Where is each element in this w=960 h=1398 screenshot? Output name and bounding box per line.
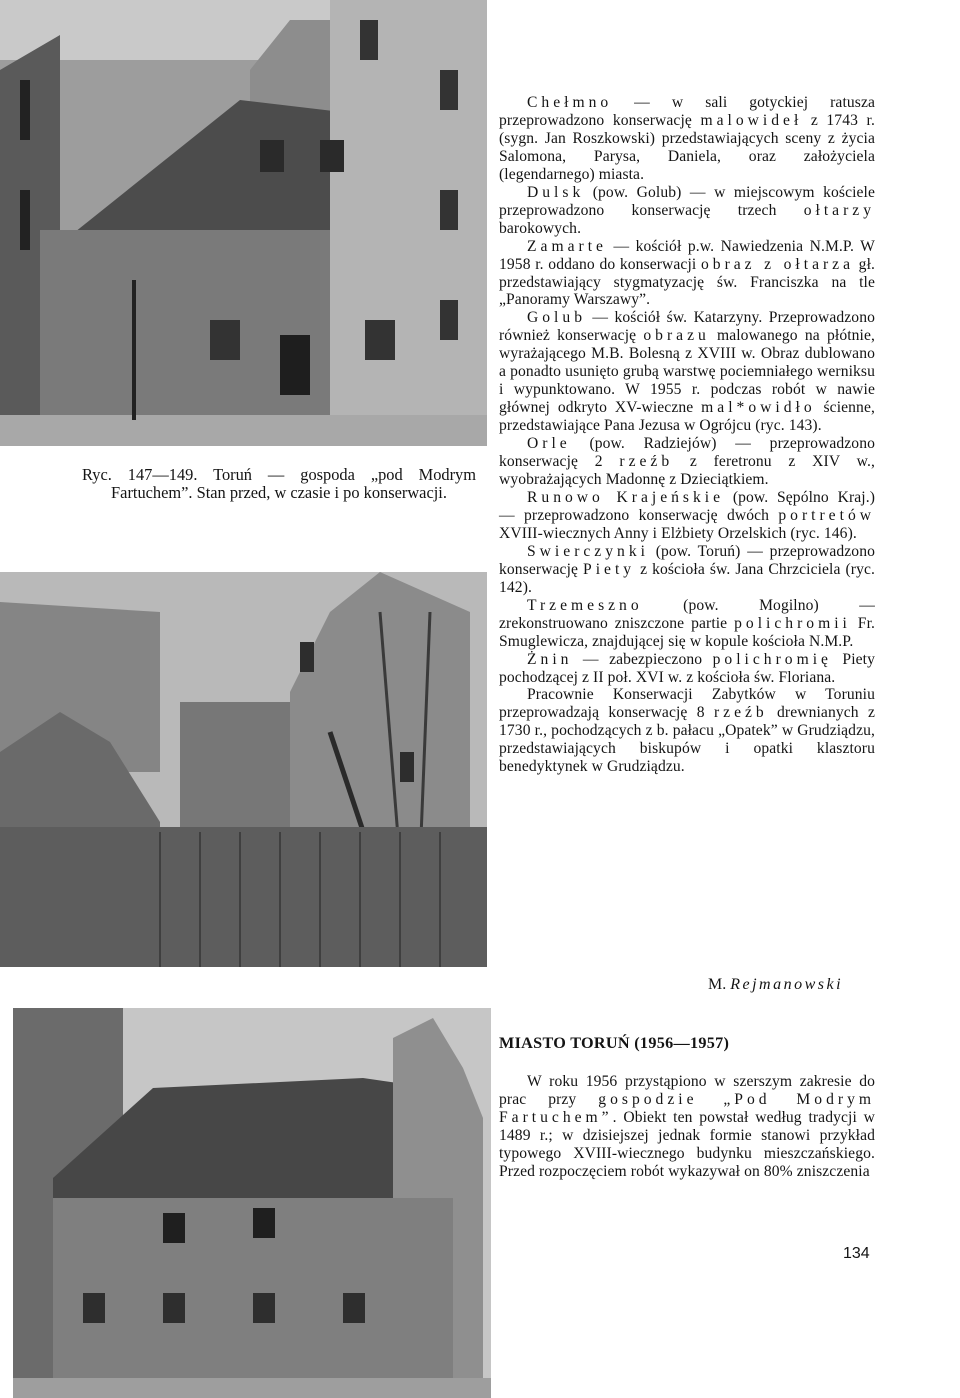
paragraph: Orle (pow. Radziejów) — przeprowadzono konserwację 2 rzeźb z feretronu z XIV w., wyobrażających Madonnę z Dzieciątkiem.	[499, 435, 875, 489]
paragraph: Dulsk (pow. Golub) — w miejscowym kościele przeprowadzono konserwację trzech ołtarzy barokowych.	[499, 183, 875, 237]
photo-during-conservation	[0, 572, 487, 967]
author-initial: M.	[708, 976, 727, 993]
paragraph: Zamarte — kościół p.w. Nawiedzenia N.M.P. W 1958 r. oddano do konserwacji obraz z ołtarza gł. przedstawiający stygmatyzację św. Franciszka na tle „Panoramy Warszawy”.	[499, 237, 875, 309]
paragraph: Chełmno — w sali gotyckiej ratusza przeprowadzono konserwację malowideł z 1743 r. (sygn. Jan Roszkowski) przedstawiających sceny z życia Salomona, Parysa, Daniela, oraz założyciela (legendarnego) miasta.	[499, 94, 875, 183]
paragraph: Runowo Krajeńskie (pow. Sępólno Kraj.) — przeprowadzono konserwację dwóch portretów XVIII-wiecznych Anny i Elżbiety Orzelskich (ryc. 146).	[499, 488, 875, 542]
paragraph: Trzemeszno (pow. Mogilno) — zrekonstruowano zniszczone partie polichromii Fr. Smuglewicza, znajdującej się w kopule kościoła N.M.P.	[499, 596, 876, 650]
paragraph: Golub — kościół św. Katarzyny. Przeprowadzono również konserwację obrazu malowanego na płótnie, wyrażającego M.B. Bolesną z XVIII w. Obraz dublowano a ponadto usunięto grubą warstwę pociemniałego werniksu i wypunktowano. W 1955 r. podczas robót w nawie głównej odkryto XV-wieczne mal*owidło ścienne, przedstawiające Pana Jezusa w Ogrójcu (ryc. 143).	[499, 309, 875, 435]
paragraph: Żnin — zabezpieczono polichromię Piety pochodzącej z II poł. XVI w. z kościoła św. Floriana.	[499, 650, 875, 686]
section-paragraph: W roku 1956 przystąpiono w szerszym zakresie do prac przy gospodzie „Pod Modrym Fartuchem”. Obiekt ten powstał według tradycji w 1489 r.; w dzisiejszej jednak formie stanowi przykład typowego XVIII-wiecznego budynku mieszczańskiego. Przed rozpoczęciem robót wykazywał on 80% zniszczenia	[499, 1073, 876, 1180]
author-surname: Rejmanowski	[730, 976, 844, 993]
section-heading: MIASTO TORUŃ (1956—1957)	[499, 1034, 730, 1052]
page-number: 134	[843, 1245, 870, 1262]
photo-after-conservation	[13, 1008, 491, 1398]
figure-caption: Ryc. 147—149. Toruń — gospoda „pod Modrym Fartuchem”. Stan przed, w czasie i po konserwacji.	[82, 465, 476, 502]
author-signature	[708, 976, 843, 994]
paragraph: Pracownie Konserwacji Zabytków w Toruniu przeprowadzają konserwację 8 rzeźb drewnianych z 1730 r., pochodzących z b. pałacu „Opatek” w Grudziądzu, przedstawiających biskupów i opatki klasztoru benedyktynek w Grudziądzu.	[499, 686, 875, 776]
text-column-top	[499, 94, 875, 776]
paragraph: Swierczynki (pow. Toruń) — przeprowadzono konserwację Piety z kościoła św. Jana Chrzciciela (ryc. 142).	[499, 542, 875, 596]
text-column-bottom	[499, 1073, 875, 1181]
photo-before-conservation	[0, 0, 487, 446]
